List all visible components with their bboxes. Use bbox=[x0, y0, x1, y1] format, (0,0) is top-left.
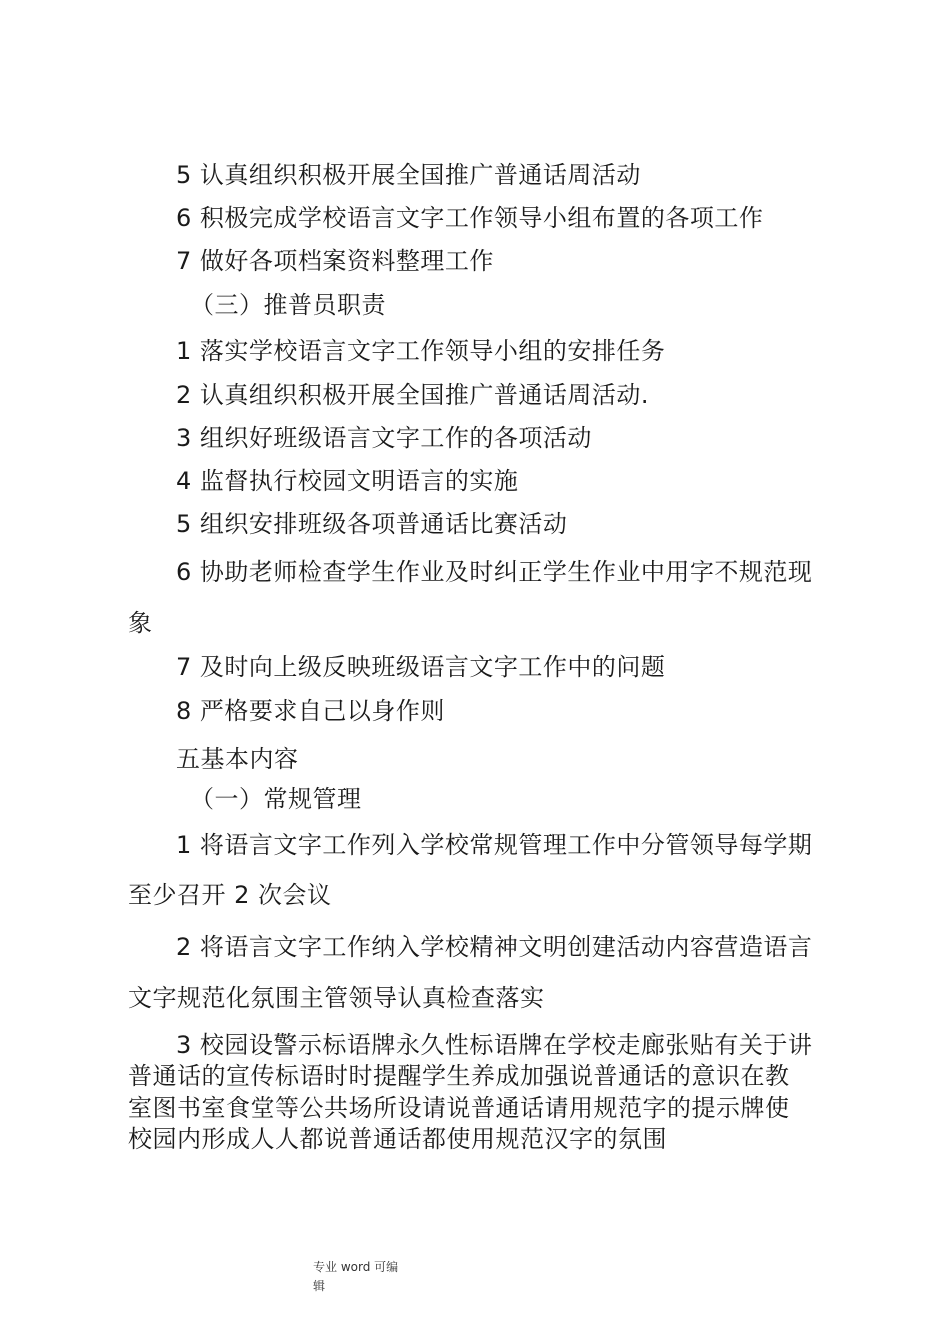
footer-note-line1: 专业 word 可编 bbox=[313, 1260, 399, 1274]
text-line: 7 及时向上级反映班级语言文字工作中的问题 bbox=[176, 653, 666, 681]
text-line: 室图书室食堂等公共场所设请说普通话请用规范字的提示牌使 bbox=[128, 1094, 790, 1122]
footer-note-line2: 辑 bbox=[313, 1279, 326, 1293]
text-line: 至少召开 2 次会议 bbox=[128, 881, 332, 909]
text-line: 象 bbox=[128, 609, 153, 637]
text-line: 2 将语言文字工作纳入学校精神文明创建活动内容营造语言 bbox=[176, 933, 813, 961]
text-line: 1 落实学校语言文字工作领导小组的安排任务 bbox=[176, 337, 666, 365]
text-line: 文字规范化氛围主管领导认真检查落实 bbox=[128, 984, 545, 1012]
text-line: 3 组织好班级语言文字工作的各项活动 bbox=[176, 424, 592, 452]
text-line: 6 协助老师检查学生作业及时纠正学生作业中用字不规范现 bbox=[176, 558, 813, 586]
text-line: 5 认真组织积极开展全国推广普通话周活动 bbox=[176, 161, 641, 189]
text-line: 1 将语言文字工作列入学校常规管理工作中分管领导每学期 bbox=[176, 831, 813, 859]
section-heading: （三）推普员职责 bbox=[190, 291, 386, 319]
text-line: 8 严格要求自己以身作则 bbox=[176, 697, 445, 725]
text-line: 2 认真组织积极开展全国推广普通话周活动. bbox=[176, 381, 650, 409]
text-line: 6 积极完成学校语言文字工作领导小组布置的各项工作 bbox=[176, 204, 764, 232]
text-line: 校园内形成人人都说普通话都使用规范汉字的氛围 bbox=[128, 1125, 667, 1153]
text-line: 5 组织安排班级各项普通话比赛活动 bbox=[176, 510, 568, 538]
section-heading: （一）常规管理 bbox=[190, 785, 362, 813]
text-line: 7 做好各项档案资料整理工作 bbox=[176, 247, 494, 275]
text-line: 3 校园设警示标语牌永久性标语牌在学校走廊张贴有关于讲 bbox=[176, 1031, 813, 1059]
section-heading: 五基本内容 bbox=[176, 745, 299, 773]
text-line: 普通话的宣传标语时时提醒学生养成加强说普通话的意识在教 bbox=[128, 1062, 790, 1090]
text-line: 4 监督执行校园文明语言的实施 bbox=[176, 467, 519, 495]
